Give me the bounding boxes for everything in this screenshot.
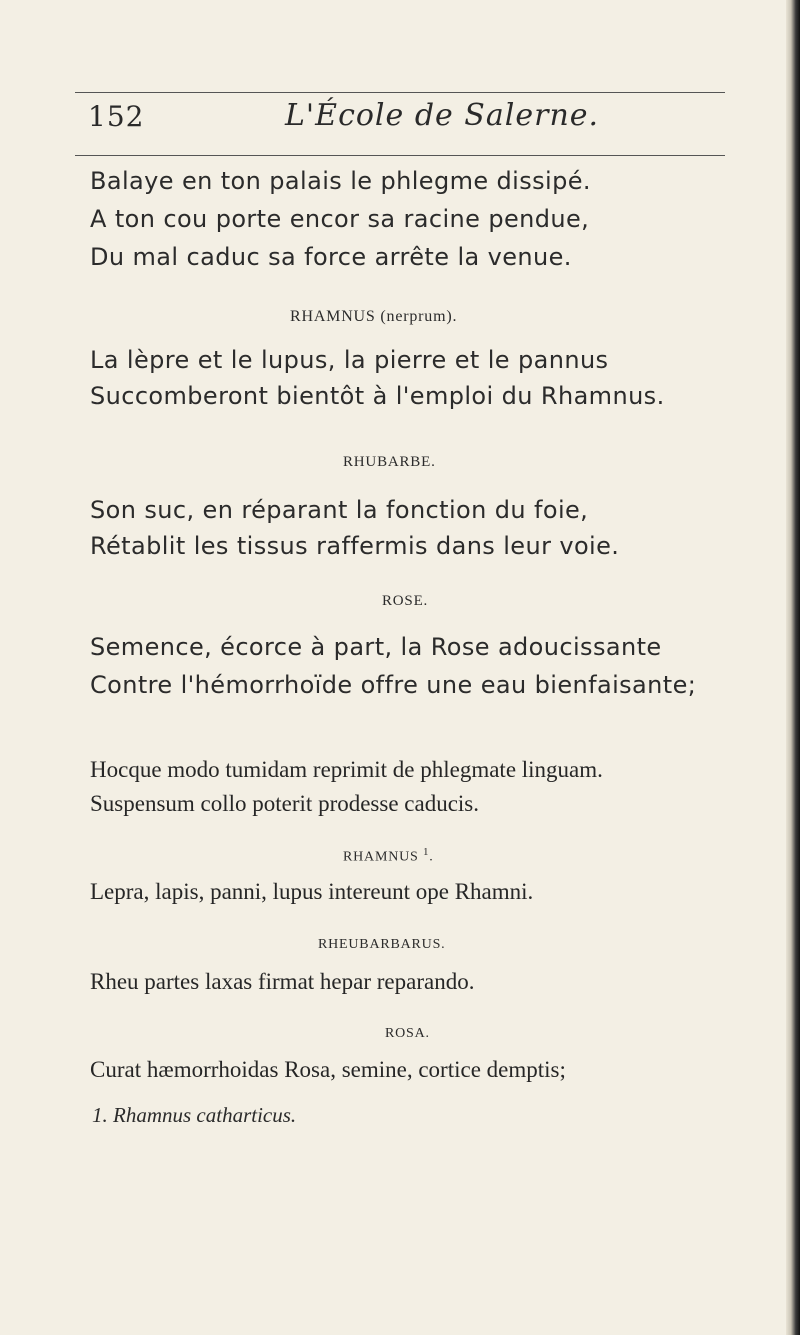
- latin-verse-line: Hocque modo tumidam reprimit de phlegmate linguam.: [90, 757, 603, 782]
- french-verse-line: Du mal caduc sa force arrête la venue.: [90, 243, 572, 271]
- running-title: L'École de Salerne.: [285, 98, 600, 133]
- heading-rosa: ROSA.: [385, 1026, 430, 1041]
- heading-rhamnus-period: .: [429, 849, 434, 865]
- heading-rhamnus-fr: RHAMNUS (nerprum).: [290, 308, 458, 325]
- french-verse-line: Balaye en ton palais le phlegme dissipé.: [90, 167, 591, 195]
- page-edge-shadow: [786, 0, 800, 1335]
- french-verse-line: Contre l'hémorrhoïde offre une eau bienfaisante;: [90, 671, 697, 699]
- french-verse-line: La lèpre et le lupus, la pierre et le pannus: [90, 346, 609, 374]
- header-rule-top: [75, 92, 725, 93]
- footnote: 1. Rhamnus catharticus.: [92, 1103, 297, 1127]
- french-verse-line: Succomberont bientôt à l'emploi du Rhamnus.: [90, 382, 665, 410]
- heading-rhamnus-label: RHAMNUS: [343, 849, 419, 865]
- latin-verse-line: Rheu partes laxas firmat hepar reparando.: [90, 969, 475, 994]
- french-verse-line: Rétablit les tissus raffermis dans leur voie.: [90, 532, 620, 560]
- page-number: 152: [88, 100, 145, 133]
- footnote-marker: 1: [422, 846, 430, 858]
- heading-rhamnus-la: [343, 846, 434, 866]
- header-rule-bottom: [75, 155, 725, 156]
- french-verse-line: A ton cou porte encor sa racine pendue,: [90, 205, 590, 233]
- french-verse-line: Semence, écorce à part, la Rose adoucissante: [90, 633, 662, 661]
- heading-rhubarbe: RHUBARBE.: [343, 454, 436, 470]
- latin-verse-line: Curat hæmorrhoidas Rosa, semine, cortice demptis;: [90, 1057, 566, 1082]
- latin-verse-line: Lepra, lapis, panni, lupus intereunt ope Rhamni.: [90, 879, 534, 904]
- latin-verse-line: Suspensum collo poterit prodesse caducis.: [90, 791, 480, 816]
- french-verse-line: Son suc, en réparant la fonction du foie,: [90, 496, 589, 524]
- heading-rose: ROSE.: [382, 593, 429, 609]
- heading-rheubarbarus: RHEUBARBARUS.: [318, 937, 446, 952]
